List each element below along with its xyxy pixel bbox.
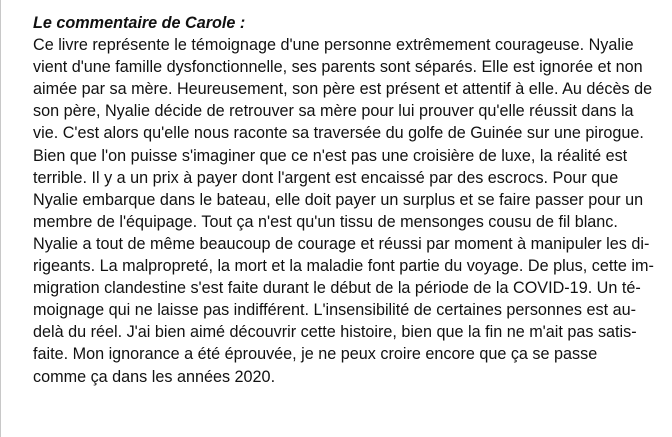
review-heading: Le commentaire de Carole : [33, 14, 246, 32]
review-line: Bien que l'on puisse s'imaginer que ce n'est pas une croisière de luxe, la réalité est [33, 146, 628, 165]
review-line: Ce livre représente le témoignage d'une personne extrêmement courageuse. Nyalie [33, 36, 634, 55]
review-line: terrible. Il y a un prix à payer dont l'argent est encaissé par des escrocs. Pour que [33, 168, 619, 187]
review-block [33, 12, 661, 388]
review-line: son père, Nyalie décide de retrouver sa mère pour lui prouver qu'elle réussit dans la [33, 102, 634, 121]
review-line: Nyalie a tout de même beaucoup de courage et réussi par moment à manipuler les di- [33, 234, 650, 253]
review-line: moignage qui ne laisse pas indifférent. L'insensibilité de certaines personnes est au- [33, 301, 636, 320]
review-line: rigeants. La malpropreté, la mort et la maladie font partie du voyage. De plus, cette im- [33, 257, 654, 276]
review-line: comme ça dans les années 2020. [33, 367, 276, 386]
review-line: aimée par sa mère. Heureusement, son père est présent et attentif à elle. Au décès de [33, 80, 653, 99]
review-line: migration clandestine s'est faite durant le début de la période de la COVID-19. Un té- [33, 279, 641, 298]
review-line: delà du réel. J'ai bien aimé découvrir cette histoire, bien que la fin ne m'ait pas satis- [33, 323, 637, 342]
review-line: vie. C'est alors qu'elle nous raconte sa traversée du golfe de Guinée sur une pirogue. [33, 124, 644, 143]
review-line: vient d'une famille dysfonctionnelle, ses parents sont séparés. Elle est ignorée et non [33, 58, 643, 77]
review-line: membre de l'équipage. Tout ça n'est qu'un tissu de mensonges cousu de fil blanc. [33, 212, 618, 231]
review-line: faite. Mon ignorance a été éprouvée, je ne peux croire encore que ça se passe [33, 345, 598, 364]
review-line: Nyalie embarque dans le bateau, elle doit payer un surplus et se faire passer pour un [33, 190, 644, 209]
